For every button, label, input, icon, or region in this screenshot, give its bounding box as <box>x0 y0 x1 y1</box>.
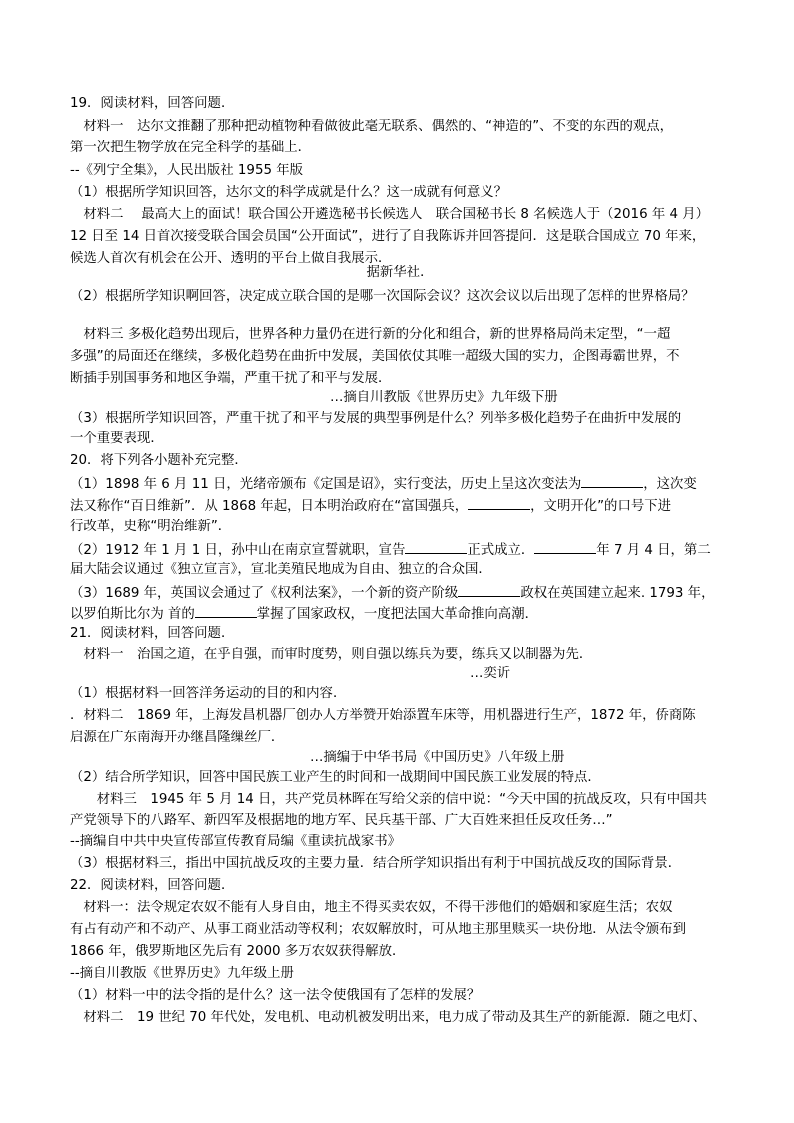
q19-material2-line3: 候选人首次有机会在公开、透明的平台上做自我展示． <box>70 251 392 266</box>
q20-title: 20．将下列各小题补充完整． <box>70 453 248 468</box>
answer-blank <box>581 475 643 488</box>
q20-item2-line1 <box>70 541 730 559</box>
q19-material1-line1: 材料一 达尔文推翻了那种把动植物种看做彼此毫无联系、偶然的、“神造的”、不变的东西的观点， <box>70 119 674 134</box>
q20-item1-line2 <box>70 497 730 515</box>
q19-material3-line2: 多强”的局面还在继续，多极化趋势在曲折中发展，美国依仗其唯一超级大国的实力，企图毒霸世界，不 <box>70 349 680 364</box>
q22-material1-line3: 1866 年，俄罗斯地区先后有 2000 多万农奴获得解放． <box>70 944 406 959</box>
q20-item1-text-b: ，这次变 <box>643 477 697 492</box>
answer-blank <box>534 541 596 554</box>
q19-material1-line2: 第一次把生物学放在完全科学的基础上． <box>70 140 312 155</box>
q20-item2-text-b: 正式成立． <box>467 543 535 558</box>
q22-material1-line1: 材料一：法令规定农奴不能有人身自由，地主不得买卖农奴，不得干涉他们的婚姻和家庭生活；农奴 <box>70 900 673 915</box>
q19-material1-source: --《列宁全集》，人民出版社 1955 年版 <box>70 163 304 178</box>
q22-material1-source: --摘自川教版《世界历史》九年级上册 <box>70 966 294 981</box>
q19-material3-line3: 断插手别国事务和地区争端，严重干扰了和平与发展． <box>70 371 392 386</box>
q21-title: 21．阅读材料，回答问题． <box>70 626 235 641</box>
q20-item1-line3: 行改革，史称“明治维新”． <box>70 519 232 534</box>
answer-blank <box>195 605 257 618</box>
q21-question2: （2）结合所学知识，回答中国民族工业产生的时间和一战期间中国民族工业发展的特点． <box>70 770 601 785</box>
q20-item3-text-d: 掌握了国家政权，一度把法国大革命推向高潮． <box>256 607 538 622</box>
q19-material2-line1: 材料二 最高大上的面试！联合国公开遴选秘书长候选人 联合国秘书长 8 名候选人于（2016 年 4 月） <box>70 207 710 222</box>
q19-question3-line1: （3）根据所学知识回答，严重干扰了和平与发展的典型事例是什么？列举多极化趋势子在曲折中发展的 <box>70 411 682 426</box>
q21-material3-source: --摘编自中共中央宣传部宣传教育局编《重读抗战家书》 <box>70 834 402 849</box>
q21-material3-line1: 材料三 1945 年 5 月 14 日，共产党员林晖在写给父亲的信中说：“今天中国的抗战反攻，只有中国共 <box>70 792 707 807</box>
q21-material2-source: …摘编于中华书局《中国历史》八年级上册 <box>310 750 565 765</box>
q20-item2-text-c: 年 7 月 4 日，第二 <box>596 543 711 558</box>
q20-item1-text-a: （1）1898 年 6 月 11 日，光绪帝颁布《定国是诏》，实行变法，历史上呈这次变法为 <box>70 477 582 492</box>
q19-question1: （1）根据所学知识回答，达尔文的科学成就是什么？这一成就有何意义？ <box>70 185 508 200</box>
q21-question1: （1）根据材料一回答洋务运动的目的和内容． <box>70 686 347 701</box>
answer-blank <box>405 541 467 554</box>
q21-material2-line2: 启源在广东南海开办继昌隆缫丝厂． <box>70 730 285 745</box>
q20-item2-line2: 届大陆会议通过《独立宣言》，宣北美殖民地成为自由、独立的合众国． <box>70 562 492 577</box>
q20-item3-text-b: 政权在英国建立起来. 1793 年， <box>520 586 715 601</box>
q19-question2: （2）根据所学知识啊回答，决定成立联合国的是哪一次国际会议？这次会议以后出现了怎样的世界格局？ <box>70 289 695 304</box>
q22-material2-line1: 材料二 19 世纪 70 年代处，发电机、电动机被发明出来，电力成了带动及其生产的新能源．随之电灯、 <box>70 1010 707 1025</box>
q20-item1-text-d: ，文明开化”的口号下进 <box>530 499 672 514</box>
q22-title: 22．阅读材料，回答问题． <box>70 878 235 893</box>
q21-material3-line2: 产党领导下的八路军、新四军及根据地的地方军、民兵基干部、广大百姓来担任反攻任务…” <box>70 813 613 828</box>
q19-material3-line1: 材料三 多极化趋势出现后，世界各种力量仍在进行新的分化和组合，新的世界格局尚未定型，“一超 <box>70 327 671 342</box>
q19-material2-source: 据新华社． <box>366 265 434 280</box>
q19-material3-source: …摘自川教版《世界历史》九年级下册 <box>330 390 558 405</box>
q20-item1-line1 <box>70 475 730 493</box>
q20-item3-text-a: （3）1689 年，英国议会通过了《权利法案》，一个新的资产阶级 <box>70 586 459 601</box>
q20-item3-line1 <box>70 584 730 602</box>
q20-item3-line2 <box>70 605 730 623</box>
q21-material2-line1: ．材料二 1869 年，上海发昌机器厂创办人方举赞开始添置车床等，用机器进行生产，1872 年，侨商陈 <box>70 708 696 723</box>
q22-material1-line2: 有占有动产和不动产、从事工商业活动等权利；农奴解放时，可从地主那里赎买一块份地．从法令颁布到 <box>70 922 686 937</box>
q22-question1: （1）材料一中的法令指的是什么？这一法令使俄国有了怎样的发展？ <box>70 988 481 1003</box>
q20-item3-text-c: 以罗伯斯比尔为 首的 <box>70 607 195 622</box>
q19-material2-line2: 12 日至 14 日首次接受联合国会员国“公开面试”，进行了自我陈诉并回答提问．这是联合国成立 70 年来， <box>70 229 706 244</box>
q21-material1-source: …奕䜣 <box>470 666 511 681</box>
q21-question3: （3）根据材料三，指出中国抗战反攻的主要力量．结合所学知识指出有利于中国抗战反攻的国际背景． <box>70 856 682 871</box>
q21-material1: 材料一 治国之道，在乎自强，而审时度势，则自强以练兵为要，练兵又以制器为先． <box>70 647 593 662</box>
q19-title: 19．阅读材料，回答问题． <box>70 96 235 111</box>
answer-blank <box>458 584 520 597</box>
answer-blank <box>468 497 530 510</box>
q20-item1-text-c: 法又称作“百日维新”．从 1868 年起，日本明治政府在“富国强兵， <box>70 499 469 514</box>
q19-question3-line2: 一个重要表现． <box>70 431 164 446</box>
q20-item2-text-a: （2）1912 年 1 月 1 日，孙中山在南京宣誓就职，宣告 <box>70 543 406 558</box>
